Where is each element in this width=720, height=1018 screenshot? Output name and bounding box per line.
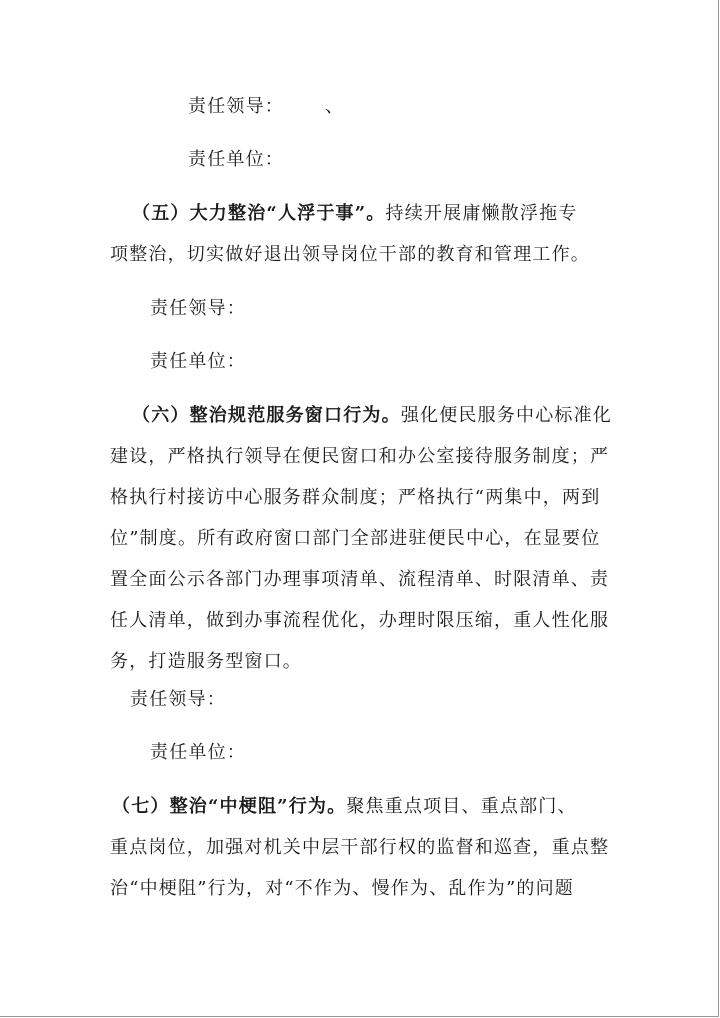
- section-5-line-2: [110, 243, 590, 267]
- section-7-body-3: 治“中梗阻”行为，对“不作为、慢作为、乱作为”的问题: [110, 878, 575, 899]
- section-7-body-2: 重点岗位，加强对机关中层干部行权的监督和巡查，重点整: [110, 837, 610, 858]
- section-6-body-7: 务，打造服务型窗口。: [110, 651, 302, 672]
- section-6-line-7: [110, 650, 302, 674]
- section-6-unit-label: 责任单位：: [150, 742, 246, 763]
- section-6-line-5: [110, 568, 609, 592]
- responsible-leader-label: 责任领导：: [188, 96, 275, 117]
- section-6-line-2: [110, 445, 609, 469]
- section-5-leader-label: 责任领导：: [150, 298, 246, 319]
- responsible-unit-label: 责任单位：: [188, 149, 284, 170]
- section-6-body-5: 置全面公示各部门办理事项清单、流程清单、时限清单、责: [110, 569, 610, 590]
- section-5-body-1: 持续开展庸懒散浮拖专: [385, 203, 578, 224]
- section-5-line-1: [132, 202, 578, 226]
- section-7-line-1: [112, 795, 577, 819]
- section-6-unit-line: [150, 741, 246, 765]
- section-6-leader-label: 责任领导：: [130, 689, 226, 710]
- section-6-line-3: [110, 486, 600, 510]
- responsible-leader-separator: 、: [325, 96, 345, 117]
- section-6-leader-line: [130, 688, 226, 712]
- section-6-line-4: [110, 527, 600, 551]
- section-5-unit-line: [150, 350, 246, 374]
- section-6-line-6: [110, 609, 609, 633]
- responsible-unit-line: [188, 148, 284, 172]
- section-6-heading: （六）整治规范服务窗口行为。: [132, 405, 401, 426]
- responsible-leader-line: [188, 95, 344, 119]
- section-5-leader-line: [150, 297, 246, 321]
- section-7-line-2: [110, 836, 609, 860]
- section-7-heading: （七）整治“中梗阻”行为。: [112, 796, 347, 817]
- section-6-body-3: 格执行村接访中心服务群众制度；严格执行“两集中，两到: [110, 487, 601, 508]
- section-7-body-1: 聚焦重点项目、重点部门、: [346, 796, 577, 817]
- section-5-body-2: 项整治，切实做好退出领导岗位干部的教育和管理工作。: [110, 244, 590, 265]
- section-6-body-4: 位”制度。所有政府窗口部门全部进驻便民中心，在显要位: [110, 528, 601, 549]
- section-6-body-2: 建设，严格执行领导在便民窗口和办公室接待服务制度；严: [110, 446, 610, 467]
- section-5-heading: （五）大力整治“人浮于事”。: [132, 203, 386, 224]
- section-6-line-1: [132, 404, 612, 428]
- section-7-line-3: [110, 877, 574, 901]
- section-6-body-6: 任人清单，做到办事流程优化，办理时限压缩，重人性化服: [110, 610, 610, 631]
- section-6-body-1: 强化便民服务中心标准化: [400, 405, 613, 426]
- section-5-unit-label: 责任单位：: [150, 351, 246, 372]
